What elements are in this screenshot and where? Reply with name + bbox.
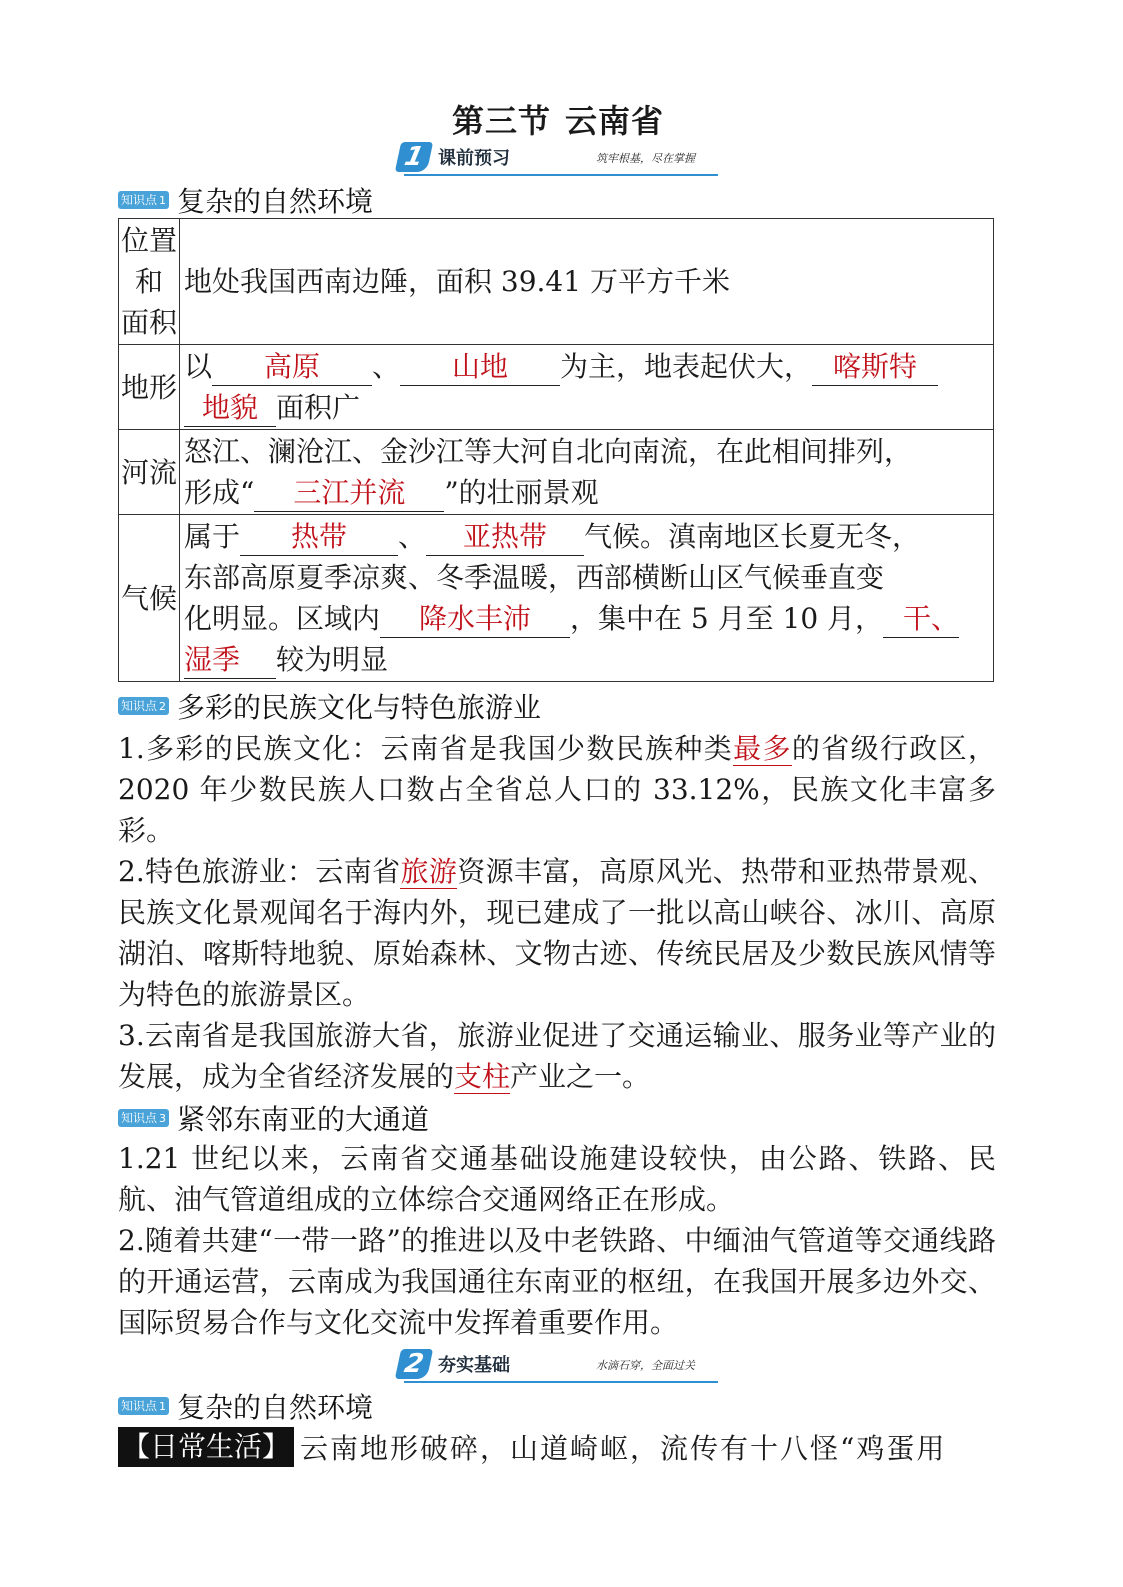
- answer-blank: 地貌: [184, 390, 276, 427]
- row-content: 属于 热带 、 亚热带 气候。滇南地区长夏无冬， 东部高原夏季凉爽、冬季温暖，西部横断山区气候垂直变 化明显。区域内 降水丰沛 ，集中在 5 月至 10 月， 干、 湿季 较为明显: [180, 515, 994, 682]
- answer-blank: 喀斯特: [812, 349, 938, 386]
- banner-underline: [404, 1381, 718, 1383]
- knowledge-point-heading: [118, 1098, 429, 1138]
- answer-blank: 三江并流: [254, 475, 444, 512]
- banner-slogan: 筑牢根基，尽在掌握: [596, 152, 695, 165]
- highlighted-answer: 最多: [733, 732, 792, 765]
- banner-preview: [398, 142, 718, 182]
- table-row: [119, 515, 994, 682]
- banner-consolidate: [398, 1349, 718, 1389]
- paragraph: 1.21 世纪以来，云南省交通基础设施建设较快，由公路、铁路、民航、油气管道组成的立体综合交通网络正在形成。: [118, 1142, 996, 1216]
- row-header: 位置 和 面积: [119, 219, 180, 345]
- highlighted-answer: 旅游: [400, 855, 458, 888]
- knowledge-point-heading: [118, 686, 541, 726]
- banner-title: 夯实基础: [438, 1355, 510, 1376]
- section-name: 云南省: [565, 102, 665, 140]
- knowledge-point-badge: 知识点 3: [118, 1109, 169, 1127]
- row-header: 气候: [119, 515, 180, 682]
- knowledge-point-badge: 知识点 1: [118, 1397, 169, 1415]
- answer-blank: 湿季: [184, 642, 276, 679]
- knowledge-point-title: 复杂的自然环境: [177, 185, 374, 218]
- banner-title: 课前预习: [438, 148, 510, 169]
- daily-life-text: 云南地形破碎，山道崎岖，流传有十八怪“鸡蛋用: [300, 1432, 947, 1465]
- knowledge-point-title: 紧邻东南亚的大通道: [177, 1103, 430, 1136]
- section-title: [118, 96, 998, 142]
- row-header: 地形: [119, 345, 180, 430]
- knowledge-point-heading: [118, 180, 373, 220]
- banner-number-icon: 1: [395, 142, 433, 172]
- daily-life-tag: 【日常生活】: [118, 1427, 294, 1467]
- fill-in-table: [118, 218, 994, 682]
- paragraph: 1.多彩的民族文化：云南省是我国少数民族种类最多的省级行政区，2020 年少数民族人口数占全省总人口的 33.12%，民族文化丰富多彩。: [118, 732, 996, 847]
- row-content: 以 高原 、 山地 为主，地表起伏大， 喀斯特 地貌 面积广: [180, 345, 994, 430]
- table-row: [119, 430, 994, 515]
- knowledge-point-badge: 知识点 1: [118, 191, 169, 209]
- answer-blank: 热带: [240, 519, 398, 556]
- answer-blank: 山地: [400, 349, 560, 386]
- knowledge-point-badge: 知识点 2: [118, 697, 169, 715]
- banner-slogan: 水滴石穿，全面过关: [596, 1359, 695, 1372]
- banner-underline: [404, 174, 718, 176]
- row-content: 地处我国西南边陲，面积 39.41 万平方千米: [180, 219, 994, 345]
- knowledge-point-title: 复杂的自然环境: [177, 1391, 374, 1424]
- highlighted-answer: 支柱: [454, 1060, 511, 1093]
- answer-blank: 干、: [883, 601, 959, 638]
- answer-blank: 亚热带: [426, 519, 584, 556]
- row-header: 河流: [119, 430, 180, 515]
- paragraph: 3.云南省是我国旅游大省，旅游业促进了交通运输业、服务业等产业的发展，成为全省经济发展的支柱产业之一。: [118, 1019, 996, 1093]
- table-row: [119, 219, 994, 345]
- table-row: [119, 345, 994, 430]
- knowledge-point-title: 多彩的民族文化与特色旅游业: [177, 691, 542, 724]
- knowledge-point-heading: [118, 1386, 373, 1426]
- paragraph: 2.随着共建“一带一路”的推进以及中老铁路、中缅油气管道等交通线路的开通运营，云南成为我国通往东南亚的枢纽，在我国开展多边外交、国际贸易合作与文化交流中发挥着重要作用。: [118, 1224, 996, 1339]
- answer-blank: 高原: [212, 349, 372, 386]
- row-content: 怒江、澜沧江、金沙江等大河自北向南流，在此相间排列， 形成“ 三江并流 ”的壮丽景观: [180, 430, 994, 515]
- daily-life-section: [118, 1425, 946, 1469]
- paragraph: 2.特色旅游业：云南省旅游资源丰富，高原风光、热带和亚热带景观、民族文化景观闻名于海内外，现已建成了一批以高山峡谷、冰川、高原湖泊、喀斯特地貌、原始森林、文物古迹、传统民居及少数民族风情等为特色的旅游景区。: [118, 855, 996, 1011]
- banner-number-icon: 2: [395, 1349, 433, 1379]
- section-number: 第三节: [451, 102, 551, 140]
- answer-blank: 降水丰沛: [380, 601, 570, 638]
